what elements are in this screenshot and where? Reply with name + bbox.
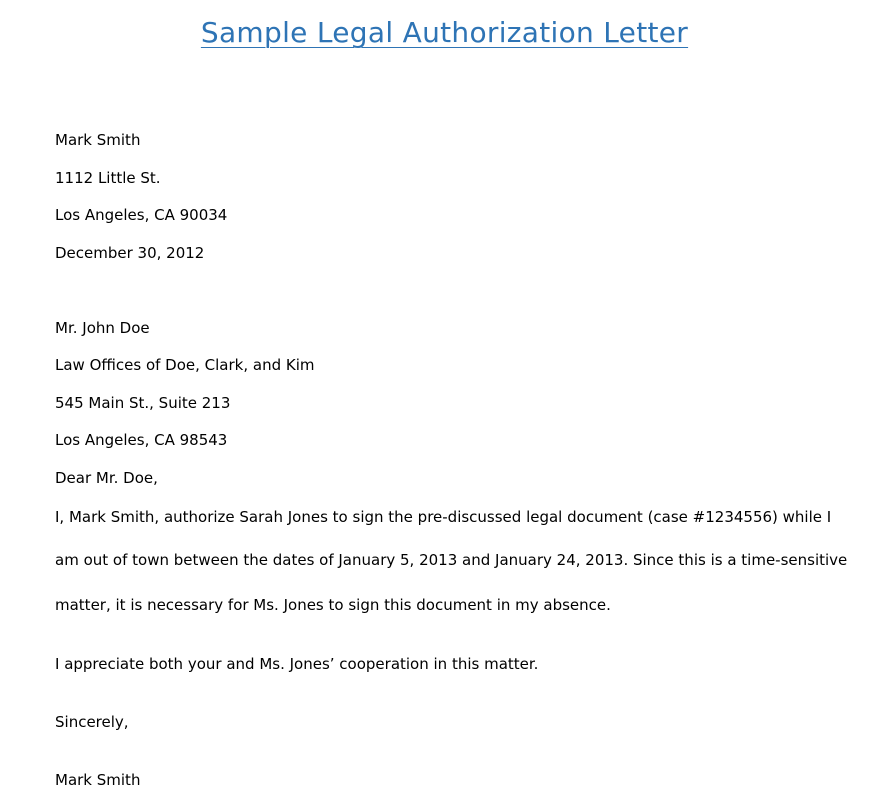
sender-name: Mark Smith <box>55 131 141 149</box>
sender-street: 1112 Little St. <box>55 169 161 187</box>
body-paragraph1-line3: matter, it is necessary for Ms. Jones to sign this document in my absence. <box>55 596 611 614</box>
recipient-city-state-zip: Los Angeles, CA 98543 <box>55 431 228 449</box>
body-paragraph1-line1: I, Mark Smith, authorize Sarah Jones to sign the pre-discussed legal document (case #1234556) while I <box>55 508 832 526</box>
letter-title: Sample Legal Authorization Letter <box>200 16 689 49</box>
body-paragraph2: I appreciate both your and Ms. Jones’ cooperation in this matter. <box>55 655 539 673</box>
recipient-name: Mr. John Doe <box>55 319 150 337</box>
closing: Sincerely, <box>55 713 129 731</box>
body-paragraph1-line2: am out of town between the dates of January 5, 2013 and January 24, 2013. Since this is a time-sensitive <box>55 551 848 569</box>
letter-date: December 30, 2012 <box>55 244 205 262</box>
recipient-street: 545 Main St., Suite 213 <box>55 394 231 412</box>
recipient-firm: Law Offices of Doe, Clark, and Kim <box>55 356 315 374</box>
signature-name: Mark Smith <box>55 771 141 789</box>
salutation: Dear Mr. Doe, <box>55 469 158 487</box>
sender-city-state-zip: Los Angeles, CA 90034 <box>55 206 228 224</box>
